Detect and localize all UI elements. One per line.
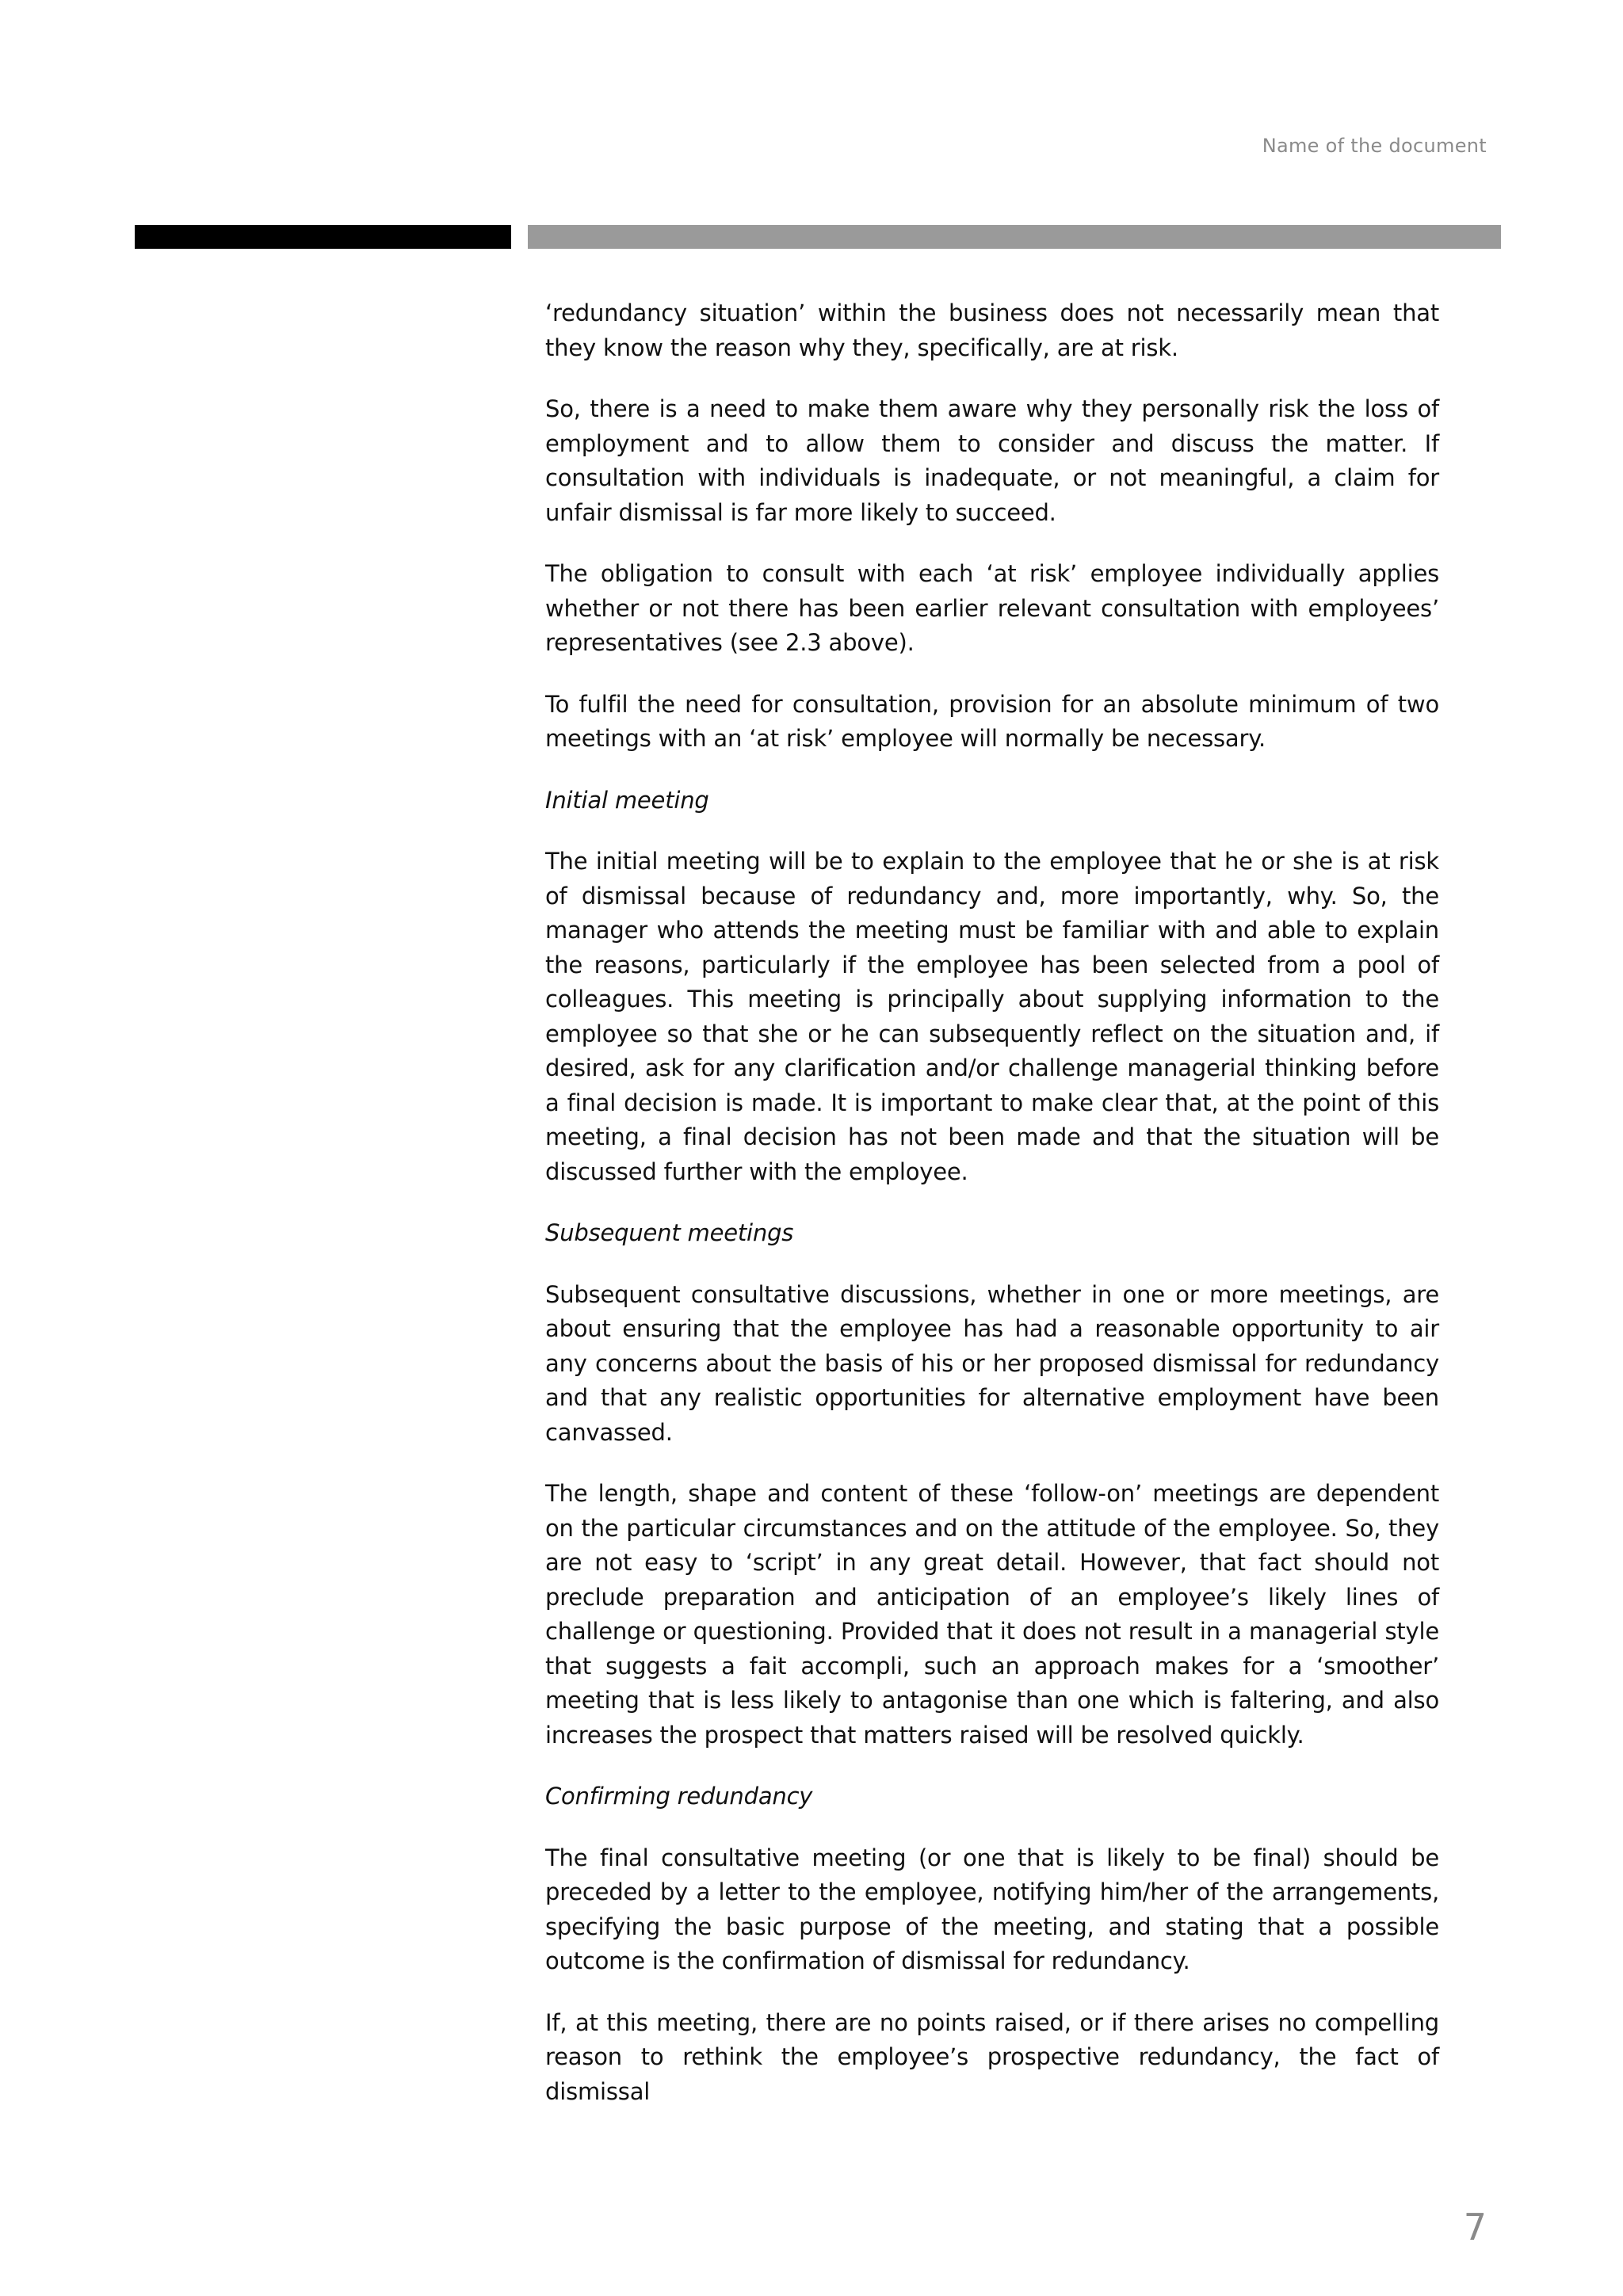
paragraph: So, there is a need to make them aware why they personally risk the loss of employment and to allow them to consider and discuss the matter. If consultation with individuals is inadequate, or not meaningful, a claim for unfair dismissal is far more likely to succeed. xyxy=(545,395,1439,526)
section-heading-confirming-redundancy: Confirming redundancy xyxy=(545,1783,813,1810)
paragraph: To fulfil the need for consultation, provision for an absolute minimum of two meetings with an ‘at risk’ employee will normally be necessary. xyxy=(545,690,1439,752)
paragraph: ‘redundancy situation’ within the business does not necessarily mean that they know the reason why they, specifically, are at risk. xyxy=(545,299,1439,361)
page-number: 7 xyxy=(1463,2206,1487,2248)
section-heading-subsequent-meetings: Subsequent meetings xyxy=(545,1219,794,1246)
paragraph: The obligation to consult with each ‘at risk’ employee individually applies whether or not there has been earlier relevant consultation with employees’ representatives (see 2.3 above). xyxy=(545,560,1439,656)
header-bar-right xyxy=(528,225,1501,249)
paragraph: The initial meeting will be to explain to the employee that he or she is at risk of dismissal because of redundancy and, more importantly, why. So, the manager who attends the meeting must be familiar with and able to explain the reasons, particularly if the employee has been selected from a pool of colleagues. This meeting is principally about supplying information to the employee so that she or he can subsequently reflect on the situation and, if desired, ask for any clarification and/or challenge managerial thinking before a final decision is made. It is important to make clear that, at the point of this meeting, a final decision has not been made and that the situation will be discussed further with the employee. xyxy=(545,848,1439,1185)
paragraph: Subsequent consultative discussions, whether in one or more meetings, are about ensuring that the employee has had a reasonable opportunity to air any concerns about the basis of his or her proposed dismissal for redundancy and that any realistic opportunities for alternative employment have been canvassed. xyxy=(545,1280,1439,1446)
paragraph: The final consultative meeting (or one that is likely to be final) should be preceded by a letter to the employee, notifying him/her of the arrangements, specifying the basic purpose of the meeting, and stating that a possible outcome is the confirmation of dismissal for redundancy. xyxy=(545,1844,1439,1974)
section-heading-initial-meeting: Initial meeting xyxy=(545,786,709,814)
paragraph: The length, shape and content of these ‘follow-on’ meetings are dependent on the particular circumstances and on the attitude of the employee. So, they are not easy to ‘script’ in any great detail. However, that fact should not preclude preparation and anticipation of an employee’s likely lines of challenge or questioning. Provided that it does not result in a managerial style that suggests a fait accompli, such an approach makes for a ‘smoother’ meeting that is less likely to antagonise than one which is faltering, and also increases the prospect that matters raised will be resolved quickly. xyxy=(545,1480,1439,1749)
document-body xyxy=(545,296,1439,2136)
header-bar-left xyxy=(135,225,511,249)
document-name-header: Name of the document xyxy=(1262,135,1487,157)
paragraph: If, at this meeting, there are no points raised, or if there arises no compelling reason to rethink the employee’s prospective redundancy, the fact of dismissal xyxy=(545,2008,1439,2105)
